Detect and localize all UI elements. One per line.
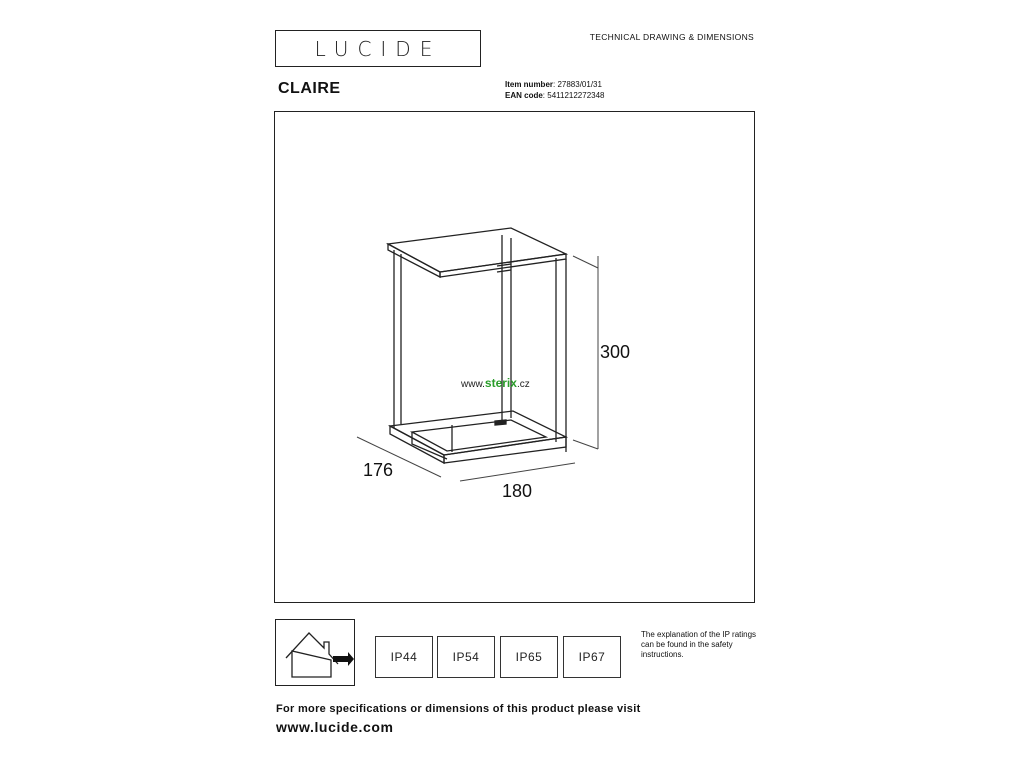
ean-label: EAN code — [505, 91, 543, 100]
footer-text: For more specifications or dimensions of this product please visit — [276, 703, 641, 715]
product-name: CLAIRE — [278, 80, 341, 97]
height-extension-top — [573, 256, 598, 268]
watermark-highlight: sterix — [484, 376, 517, 390]
brand-logo: LUCIDE — [275, 30, 481, 67]
house-icon-box — [275, 619, 355, 686]
item-number-label: Item number — [505, 80, 554, 89]
watermark — [461, 376, 530, 390]
ip-rating-ip65: IP65 — [500, 636, 558, 678]
width-dimension-line — [460, 463, 575, 481]
item-number-value: : 27883/01/31 — [553, 80, 602, 89]
document-title: TECHNICAL DRAWING & DIMENSIONS — [589, 32, 754, 42]
watermark-prefix: www. — [461, 379, 485, 390]
footer-url[interactable]: www.lucide.com — [276, 719, 394, 735]
width-dimension-label: 180 — [502, 481, 533, 501]
ip-rating-note: The explanation of the IP ratings can be found in the safety instructions. — [641, 630, 757, 659]
house-icon — [276, 620, 354, 685]
ip-rating-ip67: IP67 — [563, 636, 621, 678]
watermark-suffix: .cz — [516, 379, 530, 390]
ip-rating-ip54: IP54 — [437, 636, 495, 678]
height-dimension-label: 300 — [600, 342, 631, 362]
ip-rating-ip44: IP44 — [375, 636, 433, 678]
top-frame — [388, 228, 566, 272]
ean-value: : 5411212272348 — [542, 91, 605, 100]
depth-dimension-label: 176 — [363, 460, 394, 480]
